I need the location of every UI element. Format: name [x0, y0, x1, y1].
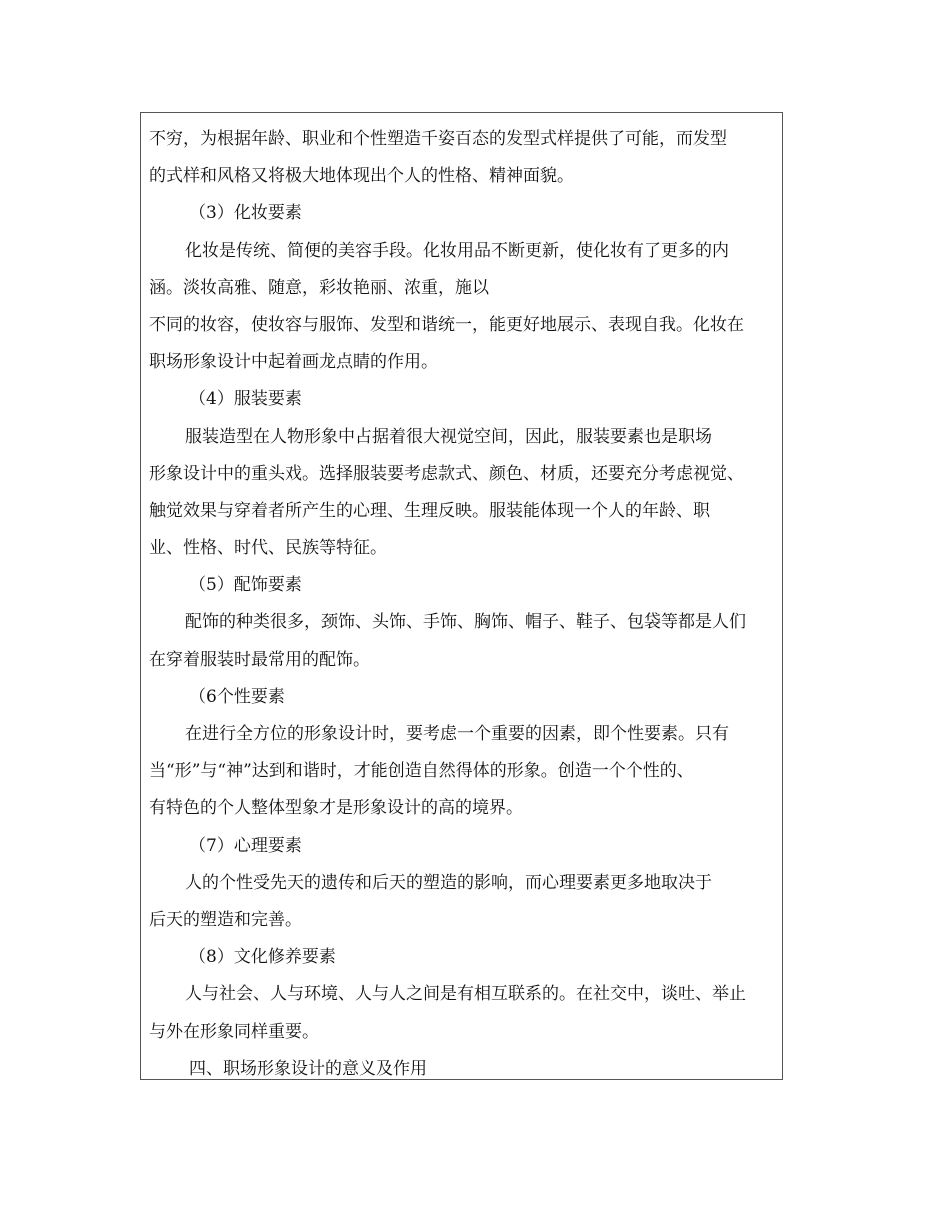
- text-line-12: 业、性格、时代、民族等特征。: [149, 538, 387, 559]
- text-line-11: 触觉效果与穿着者所产生的心理、生理反映。服装能体现一个人的年龄、职: [149, 500, 710, 521]
- document-text-frame: [140, 112, 783, 1080]
- text-line-22: 后天的塑造和完善。: [149, 909, 302, 930]
- text-line-02: 的式样和风格又将极大地体现出个人的性格、精神面貌。: [149, 166, 574, 187]
- section-heading-culture: （8）文化修养要素: [189, 947, 336, 968]
- text-line-19: 有特色的个人整体型象才是形象设计的高的境界。: [149, 798, 523, 819]
- section-heading-psychology: （7）心理要素: [189, 835, 302, 856]
- text-line-09: 服装造型在人物形象中占据着很大视觉空间，因此，服装要素也是职场: [185, 426, 712, 447]
- section-heading-accessories: （5）配饰要素: [189, 575, 302, 596]
- text-line-25: 与外在形象同样重要。: [149, 1021, 319, 1042]
- text-line-04: 化妆是传统、简便的美容手段。化妆用品不断更新，使化妆有了更多的内: [185, 240, 729, 261]
- text-line-17: 在进行全方位的形象设计时，要考虑一个重要的因素，即个性要素。只有: [185, 724, 729, 744]
- text-line-01: 不穷，为根据年龄、职业和个性塑造千姿百态的发型式样提供了可能，而发型: [149, 129, 727, 149]
- text-line-24: 人与社会、人与环境、人与人之间是有相互联系的。在社交中，谈吐、举止: [185, 984, 746, 1005]
- text-line-07: 职场形象设计中起着画龙点睛的作用。: [149, 352, 438, 373]
- text-line-10: 形象设计中的重头戏。选择服装要考虑款式、颜色、材质，还要充分考虑视觉、: [149, 463, 744, 484]
- section-heading-personality: （6个性要素: [189, 686, 285, 707]
- text-line-05: 涵。淡妆高雅、随意，彩妆艳丽、浓重，施以: [149, 277, 489, 298]
- text-line-06: 不同的妆容，使妆容与服饰、发型和谐统一，能更好地展示、表现自我。化妆在: [149, 314, 744, 335]
- text-line-15: 在穿着服装时最常用的配饰。: [149, 649, 370, 670]
- chapter-heading-significance: 四、职场形象设计的意义及作用: [189, 1058, 427, 1079]
- text-line-21: 人的个性受先天的遗传和后天的塑造的影响，而心理要素更多地取决于: [185, 872, 712, 893]
- section-heading-clothing: （4）服装要素: [189, 389, 302, 410]
- text-line-18: 当“形”与“神”达到和谐时，才能创造自然得体的形象。创造一个个性的、: [149, 761, 694, 782]
- text-line-14: 配饰的种类很多，颈饰、头饰、手饰、胸饰、帽子、鞋子、包袋等都是人们: [185, 612, 746, 633]
- section-heading-makeup: （3）化妆要素: [189, 203, 302, 224]
